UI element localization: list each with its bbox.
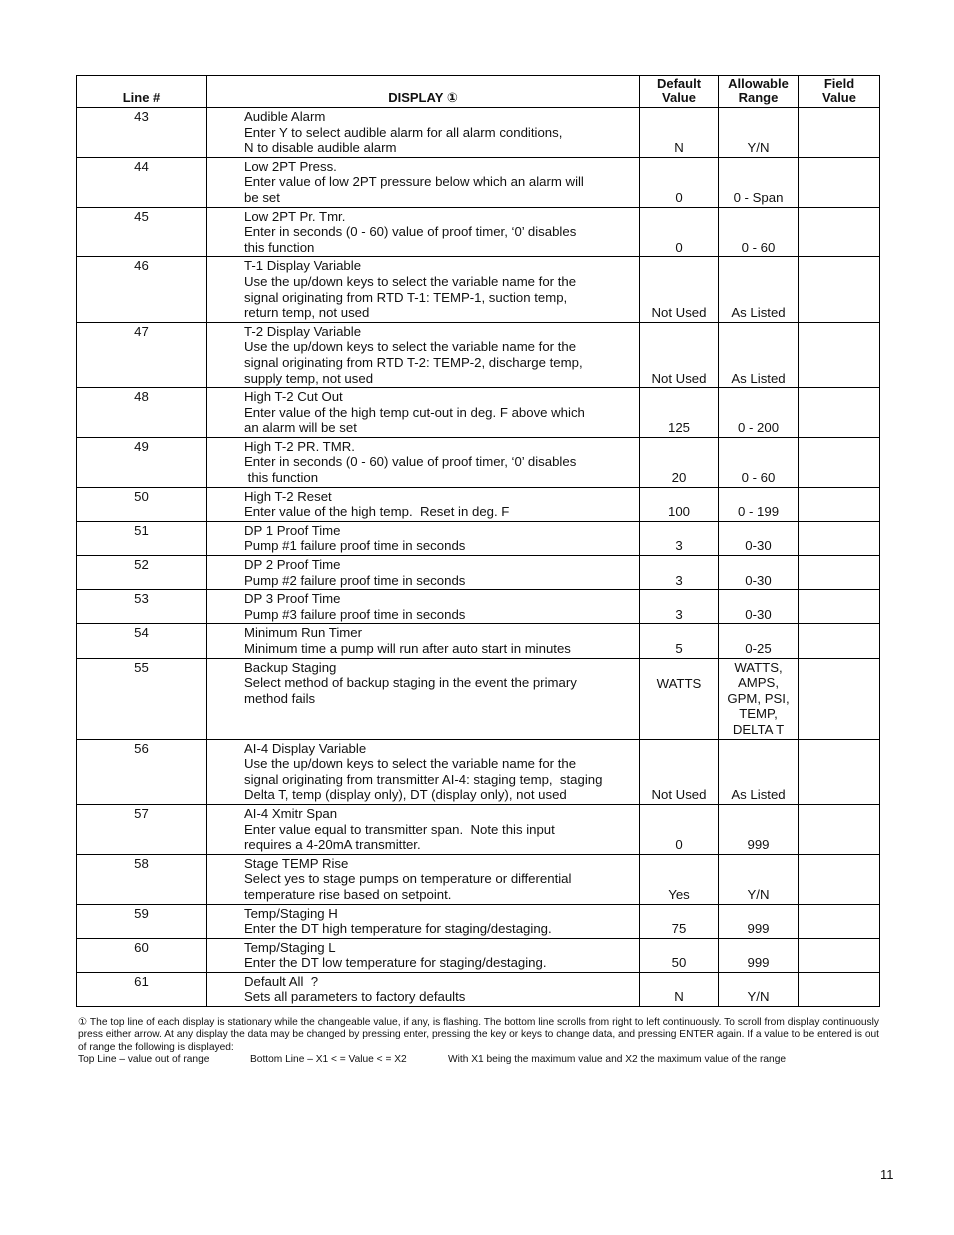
field-value	[799, 590, 880, 624]
allowable-range	[719, 437, 799, 487]
page-number: 11	[880, 1167, 894, 1182]
table-row	[77, 904, 880, 938]
allowable-range	[719, 157, 799, 207]
range-line: 999	[747, 921, 770, 937]
display-text-line: Delta T, temp (display only), DT (display only), not used	[244, 787, 567, 803]
table-row	[77, 658, 880, 739]
display-title: High T-2 PR. TMR.	[244, 438, 355, 454]
display-text-line: Enter the DT high temperature for staging/destaging.	[244, 921, 552, 937]
field-value	[799, 556, 880, 590]
display-description	[207, 388, 640, 438]
range-line: 999	[747, 837, 770, 853]
line-number: 56	[77, 739, 207, 804]
range-line: Y/N	[747, 886, 770, 902]
range-line: 0-30	[745, 538, 772, 554]
range-line: WATTS,	[734, 659, 783, 675]
default-value: N	[640, 972, 719, 1006]
allowable-range	[719, 854, 799, 904]
display-title: High T-2 Reset	[244, 488, 332, 504]
field-value	[799, 157, 880, 207]
display-text-line: supply temp, not used	[244, 370, 374, 386]
range-line: As Listed	[731, 370, 786, 386]
header-display: DISPLAY ①	[207, 76, 640, 108]
display-description	[207, 207, 640, 257]
default-value: 0	[640, 157, 719, 207]
default-value: Not Used	[640, 257, 719, 322]
range-line: 999	[747, 955, 770, 971]
display-text-line: Select yes to stage pumps on temperature or differential	[244, 871, 572, 887]
field-value	[799, 972, 880, 1006]
range-line: Y/N	[747, 989, 770, 1005]
line-number: 44	[77, 157, 207, 207]
default-value: 75	[640, 904, 719, 938]
display-text-line: method fails	[244, 690, 316, 706]
display-title: Low 2PT Press.	[244, 158, 337, 174]
display-text-line: Minimum time a pump will run after auto start in minutes	[244, 641, 571, 656]
default-value: Not Used	[640, 739, 719, 804]
allowable-range	[719, 108, 799, 158]
line-number: 51	[77, 521, 207, 555]
display-description	[207, 157, 640, 207]
display-title: T-2 Display Variable	[244, 323, 362, 339]
display-title: Stage TEMP Rise	[244, 855, 349, 871]
display-title: Temp/Staging L	[244, 939, 336, 955]
display-description	[207, 938, 640, 972]
legend	[78, 1054, 787, 1102]
field-value	[799, 854, 880, 904]
line-number: 55	[77, 658, 207, 739]
table-row	[77, 207, 880, 257]
display-text-line: Use the up/down keys to select the variable name for the	[244, 273, 577, 289]
display-description	[207, 854, 640, 904]
table-row	[77, 938, 880, 972]
header-line: Line #	[77, 76, 207, 108]
allowable-range	[719, 207, 799, 257]
display-description	[207, 257, 640, 322]
display-text-line: signal originating from transmitter AI-4: staging temp, staging	[244, 771, 603, 787]
table-row	[77, 487, 880, 521]
display-text-line: be set	[244, 189, 280, 205]
default-value: 100	[640, 487, 719, 521]
line-number: 45	[77, 207, 207, 257]
range-line: AMPS,	[737, 675, 780, 691]
footnote: ① The top line of each display is stationary while the changeable value, if any, is flashing. The bottom line scrolls from right to left continuously. To scroll from display continuously press either arrow. At any display the data may be changed by pressing enter, pressing the key or keys to change data, and pressing ENTER again. If a value to be entered is out of range the following is displayed:	[78, 1017, 879, 1053]
display-text-line: Enter value of the high temp cut-out in deg. F above which	[244, 404, 585, 420]
range-line: Y/N	[747, 140, 770, 156]
display-description	[207, 521, 640, 555]
display-description	[207, 624, 640, 658]
table-row	[77, 624, 880, 658]
default-value: 0	[640, 207, 719, 257]
field-value	[799, 108, 880, 158]
default-value: WATTS	[640, 658, 719, 739]
display-title: DP 1 Proof Time	[244, 522, 341, 538]
field-value	[799, 658, 880, 739]
line-number: 61	[77, 972, 207, 1006]
table-row	[77, 257, 880, 322]
allowable-range	[719, 624, 799, 658]
line-number: 53	[77, 590, 207, 624]
range-line: As Listed	[731, 305, 786, 321]
line-number: 47	[77, 322, 207, 387]
display-title: Default All ?	[244, 973, 319, 989]
default-value: 50	[640, 938, 719, 972]
table-row	[77, 804, 880, 854]
table-row	[77, 388, 880, 438]
display-text-line: Enter Y to select audible alarm for all alarm conditions,	[244, 124, 563, 140]
line-number: 58	[77, 854, 207, 904]
default-value: 20	[640, 437, 719, 487]
display-text-line: Enter in seconds (0 - 60) value of proof timer, ‘0’ disables	[244, 454, 577, 470]
allowable-range	[719, 487, 799, 521]
allowable-range	[719, 322, 799, 387]
allowable-range	[719, 904, 799, 938]
legend-top-line: Top Line – value out of range	[78, 1054, 210, 1065]
default-value: 0	[640, 804, 719, 854]
line-number: 46	[77, 257, 207, 322]
display-description	[207, 437, 640, 487]
line-number: 59	[77, 904, 207, 938]
allowable-range	[719, 521, 799, 555]
display-text-line: Enter value of the high temp. Reset in deg. F	[244, 504, 510, 520]
default-value: 5	[640, 624, 719, 658]
table-row	[77, 972, 880, 1006]
line-number: 50	[77, 487, 207, 521]
range-line: 0 - 199	[737, 504, 780, 520]
display-text-line: signal originating from RTD T-2: TEMP-2, discharge temp,	[244, 354, 583, 370]
display-text-line: Pump #2 failure proof time in seconds	[244, 572, 466, 588]
display-text-line: Use the up/down keys to select the variable name for the	[244, 339, 577, 355]
allowable-range	[719, 804, 799, 854]
field-value	[799, 624, 880, 658]
line-number: 49	[77, 437, 207, 487]
display-text-line: this function	[244, 239, 315, 255]
header-field-value: Field Value	[799, 76, 880, 108]
display-description	[207, 904, 640, 938]
display-text-line: requires a 4-20mA transmitter.	[244, 837, 421, 853]
line-number: 54	[77, 624, 207, 658]
default-value: 3	[640, 590, 719, 624]
display-description	[207, 487, 640, 521]
table-row	[77, 590, 880, 624]
field-value	[799, 938, 880, 972]
display-title: T-1 Display Variable	[244, 258, 362, 274]
display-text-line: Select method of backup staging in the event the primary	[244, 675, 577, 691]
display-text-line: Use the up/down keys to select the variable name for the	[244, 756, 577, 772]
display-text-line: Pump #3 failure proof time in seconds	[244, 606, 466, 622]
display-text-line: Enter value of low 2PT pressure below which an alarm will	[244, 174, 584, 190]
range-line: DELTA T	[732, 721, 785, 737]
display-description	[207, 658, 640, 739]
display-text-line: this function	[244, 470, 319, 486]
display-text-line: Pump #1 failure proof time in seconds	[244, 538, 466, 554]
display-title: Minimum Run Timer	[244, 625, 362, 641]
range-line: GPM, PSI,	[727, 690, 790, 706]
allowable-range	[719, 972, 799, 1006]
header-allowable-range: Allowable Range	[719, 76, 799, 108]
table-row	[77, 437, 880, 487]
allowable-range	[719, 658, 799, 739]
display-text-line: signal originating from RTD T-1: TEMP-1, suction temp,	[244, 289, 568, 305]
display-text-line: Sets all parameters to factory defaults	[244, 989, 466, 1005]
allowable-range	[719, 556, 799, 590]
display-title: Audible Alarm	[244, 109, 326, 124]
display-text-line: an alarm will be set	[244, 420, 357, 436]
field-value	[799, 322, 880, 387]
display-description	[207, 590, 640, 624]
display-title: High T-2 Cut Out	[244, 389, 343, 405]
line-number: 57	[77, 804, 207, 854]
field-value	[799, 521, 880, 555]
display-title: DP 2 Proof Time	[244, 557, 341, 573]
display-title: Backup Staging	[244, 659, 337, 675]
allowable-range	[719, 388, 799, 438]
allowable-range	[719, 257, 799, 322]
display-title: Low 2PT Pr. Tmr.	[244, 208, 346, 224]
range-line: 0 - Span	[733, 189, 784, 205]
field-value	[799, 437, 880, 487]
display-description	[207, 804, 640, 854]
display-description	[207, 556, 640, 590]
field-value	[799, 739, 880, 804]
display-title: DP 3 Proof Time	[244, 591, 341, 607]
table-header-row	[77, 76, 880, 108]
field-value	[799, 207, 880, 257]
range-line: 0-30	[745, 572, 772, 588]
range-line: 0 - 60	[741, 470, 776, 486]
default-value: N	[640, 108, 719, 158]
display-text-line: temperature rise based on setpoint.	[244, 886, 452, 902]
field-value	[799, 904, 880, 938]
table-row	[77, 556, 880, 590]
display-description	[207, 108, 640, 158]
display-description	[207, 972, 640, 1006]
display-text-line: N to disable audible alarm	[244, 140, 397, 156]
field-value	[799, 388, 880, 438]
field-value	[799, 487, 880, 521]
range-line: 0-25	[745, 641, 772, 656]
range-line: 0-30	[745, 606, 772, 622]
range-line: 0 - 200	[737, 420, 780, 436]
display-title: Temp/Staging H	[244, 905, 338, 921]
table-row	[77, 322, 880, 387]
default-value: 125	[640, 388, 719, 438]
line-number: 60	[77, 938, 207, 972]
range-line: 0 - 60	[741, 239, 776, 255]
display-text-line: Enter in seconds (0 - 60) value of proof timer, ‘0’ disables	[244, 224, 577, 240]
line-number: 52	[77, 556, 207, 590]
display-description	[207, 322, 640, 387]
legend-note: With X1 being the maximum value and X2 the maximum value of the range	[448, 1054, 787, 1065]
display-text-line: Enter the DT low temperature for staging/destaging.	[244, 955, 547, 971]
header-default-value: Default Value	[640, 76, 719, 108]
field-value	[799, 257, 880, 322]
default-value: Not Used	[640, 322, 719, 387]
display-description	[207, 739, 640, 804]
table-row	[77, 157, 880, 207]
range-line: As Listed	[731, 787, 786, 803]
field-value	[799, 804, 880, 854]
line-number: 48	[77, 388, 207, 438]
table-row	[77, 739, 880, 804]
table-row	[77, 108, 880, 158]
parameter-table	[76, 75, 880, 1007]
line-number: 43	[77, 108, 207, 158]
display-text-line: Enter value equal to transmitter span. Note this input	[244, 821, 555, 837]
default-value: 3	[640, 556, 719, 590]
allowable-range	[719, 590, 799, 624]
range-line: TEMP,	[739, 706, 778, 722]
table-row	[77, 521, 880, 555]
table-body	[77, 108, 880, 1007]
default-value: Yes	[640, 854, 719, 904]
allowable-range	[719, 938, 799, 972]
allowable-range	[719, 739, 799, 804]
table-row	[77, 854, 880, 904]
display-text-line: return temp, not used	[244, 305, 370, 321]
legend-bottom-line: Bottom Line – X1 < = Value < = X2	[250, 1054, 407, 1065]
default-value: 3	[640, 521, 719, 555]
display-title: AI-4 Display Variable	[244, 740, 367, 756]
display-title: AI-4 Xmitr Span	[244, 805, 338, 821]
